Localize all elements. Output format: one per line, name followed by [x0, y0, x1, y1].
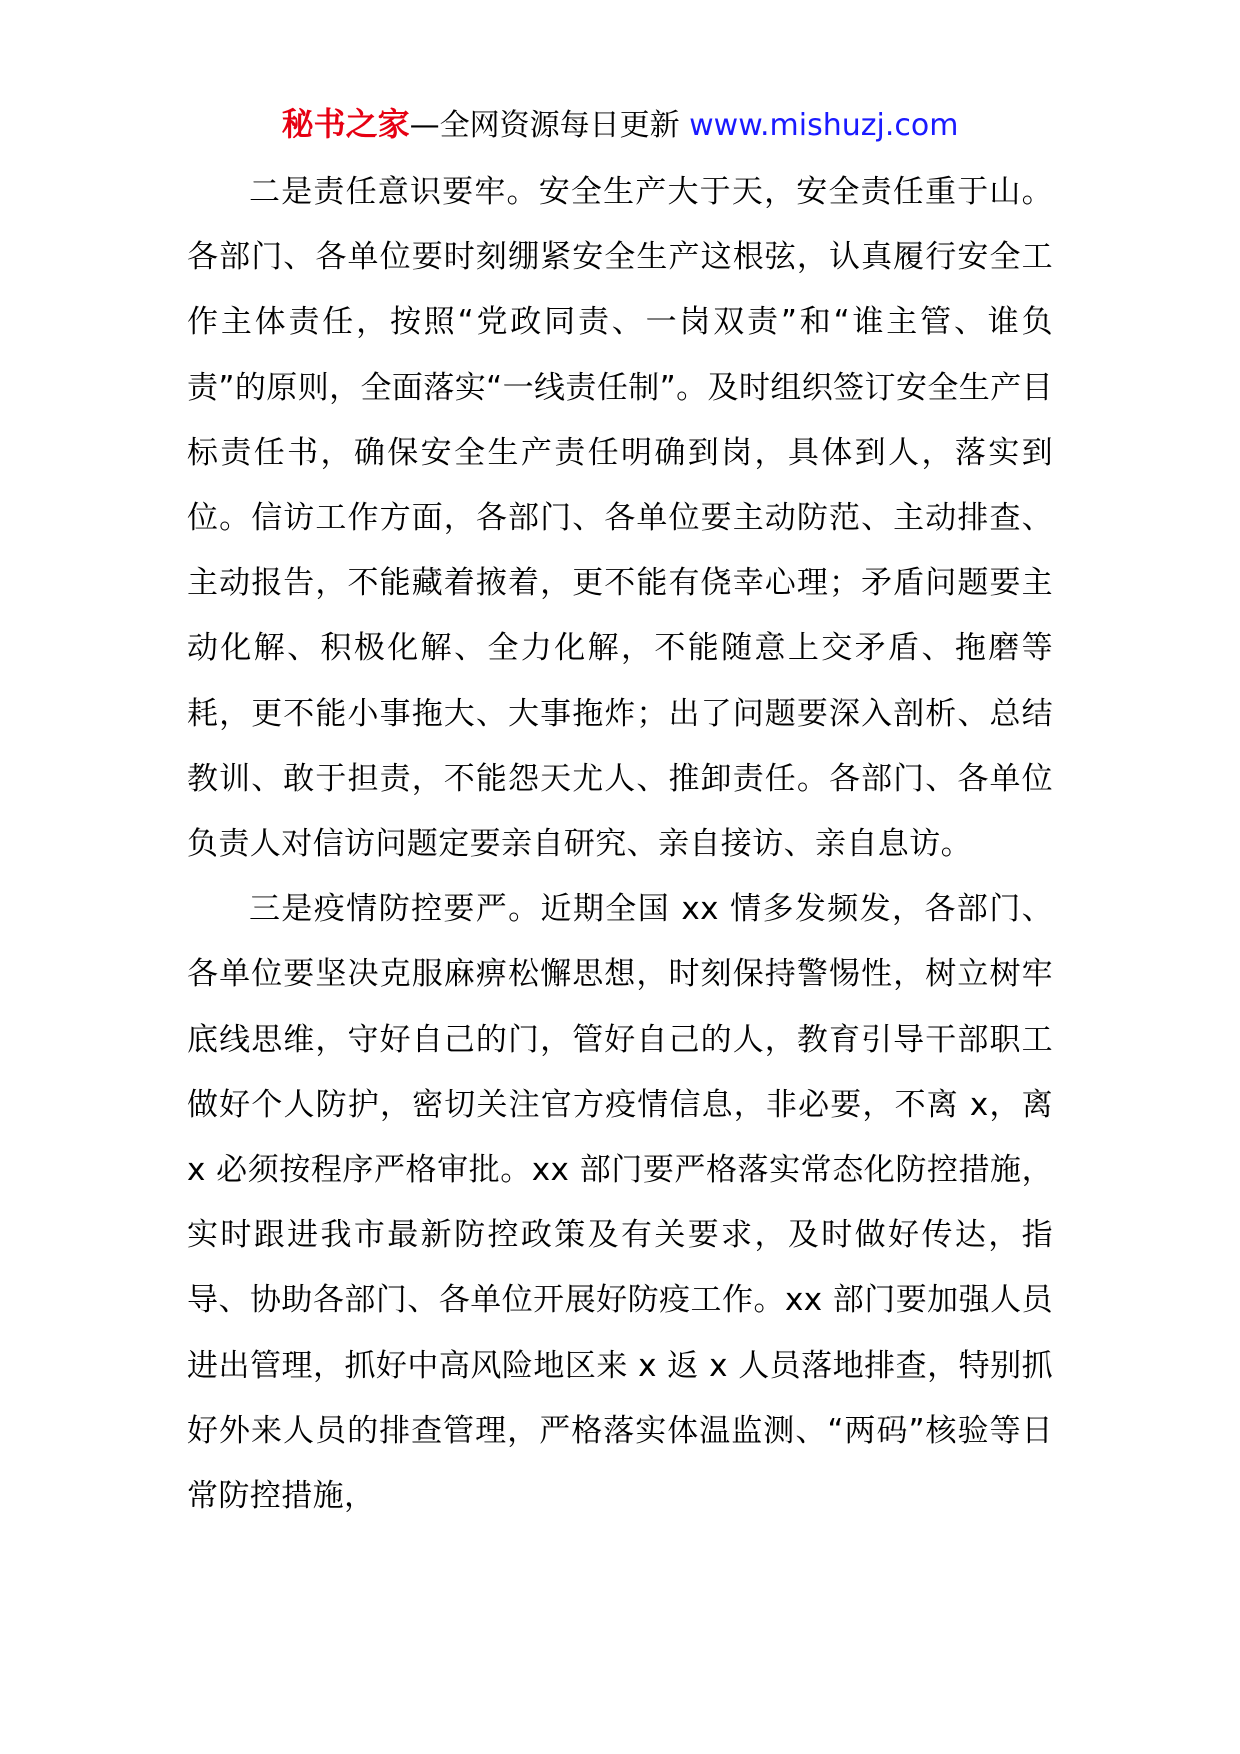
header-url-link[interactable]: www.mishuzj.com	[689, 108, 959, 143]
header-tagline: —全网资源每日更新	[409, 108, 680, 143]
paragraph-safety-responsibility: 二是责任意识要牢。安全生产大于天，安全责任重于山。各部门、各单位要时刻绷紧安全生产这根弦，认真履行安全工作主体责任，按照“党政同责、一岗双责”和“谁主管、谁负责”的原则，全面落实“一线责任制”。及时组织签订安全生产目标责任书，确保安全生产责任明确到岗，具体到人，落实到位。信访工作方面，各部门、各单位要主动防范、主动排查、主动报告，不能藏着掖着，更不能有侥幸心理；矛盾问题要主动化解、积极化解、全力化解，不能随意上交矛盾、拖磨等耗，更不能小事拖大、大事拖炸；出了问题要深入剖析、总结教训、敢于担责，不能怨天尤人、推卸责任。各部门、各单位负责人对信访问题定要亲自研究、亲自接访、亲自息访。	[187, 174, 1053, 863]
brand-name: 秘书之家	[281, 105, 410, 143]
paragraph-epidemic-control: 三是疫情防控要严。近期全国 xx 情多发频发，各部门、各单位要坚决克服麻痹松懈思想，时刻保持警惕性，树立树牢底线思维，守好自己的门，管好自己的人，教育引导干部职工做好个人防护，密切关注官方疫情信息，非必要，不离 x，离 x 必须按程序严格审批。xx 部门要严格落实常态化防控措施，实时跟进我市最新防控政策及有关要求，及时做好传达，指导、协助各部门、各单位开展好防疫工作。xx 部门要加强人员进出管理，抓好中高风险地区来 x 返 x 人员落地排查，特别抓好外来人员的排查管理，严格落实体温监测、“两码”核验等日常防控措施，	[187, 891, 1053, 1515]
document-body	[187, 160, 1053, 1529]
page-header	[0, 100, 1240, 150]
